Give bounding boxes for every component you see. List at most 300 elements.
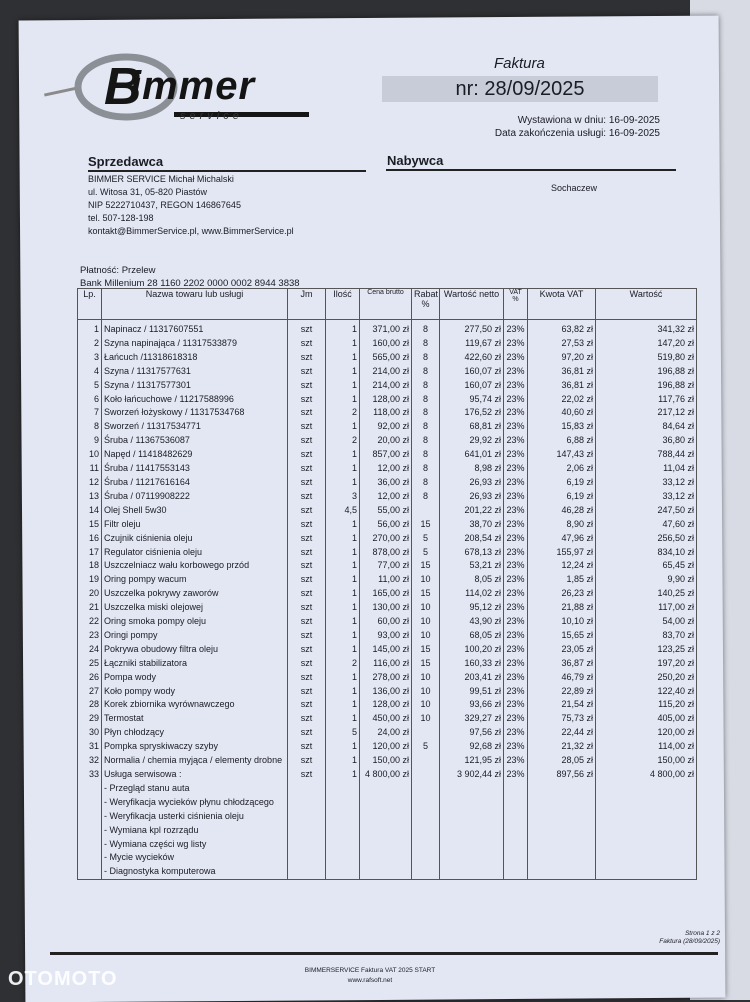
cell-vat-rate: 23% xyxy=(504,504,528,518)
cell-vat: 155,97 zł xyxy=(528,546,596,560)
cell-vat: 6,19 zł xyxy=(528,490,596,504)
cell-price: 165,00 zł xyxy=(360,587,412,601)
cell-unit: szt xyxy=(288,671,326,685)
cell-price xyxy=(360,810,412,824)
cell-name: Usługa serwisowa : xyxy=(102,768,288,782)
table-row xyxy=(78,559,697,573)
cell-unit: szt xyxy=(288,643,326,657)
cell-vat-rate: 23% xyxy=(504,726,528,740)
cell-qty: 1 xyxy=(326,601,360,615)
cell-lp: 10 xyxy=(78,448,102,462)
table-row xyxy=(78,782,697,796)
cell-discount: 15 xyxy=(412,643,440,657)
cell-price: 565,00 zł xyxy=(360,351,412,365)
cell-vat: 21,54 zł xyxy=(528,698,596,712)
cell-name: Łączniki stabilizatora xyxy=(102,657,288,671)
cell-lp: 26 xyxy=(78,671,102,685)
cell-discount xyxy=(412,726,440,740)
cell-unit: szt xyxy=(288,587,326,601)
cell-gross xyxy=(596,796,697,810)
cell-gross: 247,50 zł xyxy=(596,504,697,518)
document-type: Faktura xyxy=(494,55,545,72)
cell-price: 120,00 zł xyxy=(360,740,412,754)
cell-qty: 1 xyxy=(326,546,360,560)
cell-gross xyxy=(596,865,697,879)
cell-qty: 1 xyxy=(326,629,360,643)
cell-gross: 117,00 zł xyxy=(596,601,697,615)
cell-lp: 11 xyxy=(78,462,102,476)
cell-qty xyxy=(326,824,360,838)
cell-vat: 147,43 zł xyxy=(528,448,596,462)
cell-qty: 1 xyxy=(326,615,360,629)
cell-unit: szt xyxy=(288,462,326,476)
cell-gross: 65,45 zł xyxy=(596,559,697,573)
table-row xyxy=(78,643,697,657)
cell-vat: 8,90 zł xyxy=(528,518,596,532)
cell-net xyxy=(440,865,504,879)
cell-price xyxy=(360,851,412,865)
cell-gross: 114,00 zł xyxy=(596,740,697,754)
cell-net: 641,01 zł xyxy=(440,448,504,462)
cell-vat-rate: 23% xyxy=(504,351,528,365)
cell-unit: szt xyxy=(288,406,326,420)
cell-unit xyxy=(288,824,326,838)
cell-qty: 1 xyxy=(326,573,360,587)
cell-price: 24,00 zł xyxy=(360,726,412,740)
cell-discount: 10 xyxy=(412,685,440,699)
cell-price: 450,00 zł xyxy=(360,712,412,726)
cell-discount: 10 xyxy=(412,601,440,615)
table-row xyxy=(78,824,697,838)
cell-net: 201,22 zł xyxy=(440,504,504,518)
cell-name: Oring pompy wacum xyxy=(102,573,288,587)
cell-gross: 120,00 zł xyxy=(596,726,697,740)
logo-wordmark: immer xyxy=(130,64,256,108)
cell-price: 150,00 zł xyxy=(360,754,412,768)
cell-gross: 9,90 zł xyxy=(596,573,697,587)
cell-discount: 8 xyxy=(412,337,440,351)
cell-vat: 6,88 zł xyxy=(528,434,596,448)
cell-net: 678,13 zł xyxy=(440,546,504,560)
table-row xyxy=(78,320,697,337)
cell-discount: 5 xyxy=(412,740,440,754)
cell-name: Termostat xyxy=(102,712,288,726)
table-row xyxy=(78,406,697,420)
cell-vat xyxy=(528,838,596,852)
cell-vat xyxy=(528,824,596,838)
cell-net: 99,51 zł xyxy=(440,685,504,699)
cell-vat: 1,85 zł xyxy=(528,573,596,587)
table-row xyxy=(78,448,697,462)
cell-name: Szyna napinająca / 11317533879 xyxy=(102,337,288,351)
cell-vat: 6,19 zł xyxy=(528,476,596,490)
cell-unit: szt xyxy=(288,448,326,462)
cell-vat-rate xyxy=(504,865,528,879)
cell-net: 176,52 zł xyxy=(440,406,504,420)
cell-qty: 1 xyxy=(326,448,360,462)
cell-name: Normalia / chemia myjąca / elementy drobne xyxy=(102,754,288,768)
cell-net: 93,66 zł xyxy=(440,698,504,712)
cell-vat: 21,88 zł xyxy=(528,601,596,615)
cell-discount xyxy=(412,865,440,879)
cell-qty: 1 xyxy=(326,337,360,351)
cell-gross: 36,80 zł xyxy=(596,434,697,448)
cell-price: 116,00 zł xyxy=(360,657,412,671)
cell-gross: 197,20 zł xyxy=(596,657,697,671)
cell-net: 329,27 zł xyxy=(440,712,504,726)
cell-unit: szt xyxy=(288,685,326,699)
cell-qty xyxy=(326,796,360,810)
cell-name: Uszczelniacz wału korbowego przód xyxy=(102,559,288,573)
cell-net xyxy=(440,851,504,865)
cell-unit: szt xyxy=(288,712,326,726)
cell-gross: 519,80 zł xyxy=(596,351,697,365)
cell-name: - Wymiana części wg listy xyxy=(102,838,288,852)
cell-unit: szt xyxy=(288,393,326,407)
cell-name: Pokrywa obudowy filtra oleju xyxy=(102,643,288,657)
cell-vat-rate xyxy=(504,838,528,852)
cell-unit: szt xyxy=(288,420,326,434)
table-row xyxy=(78,698,697,712)
cell-vat: 12,24 zł xyxy=(528,559,596,573)
cell-discount: 8 xyxy=(412,420,440,434)
cell-qty: 5 xyxy=(326,726,360,740)
seller-heading: Sprzedawca xyxy=(88,154,164,169)
cell-vat: 2,06 zł xyxy=(528,462,596,476)
cell-discount xyxy=(412,754,440,768)
cell-vat-rate: 23% xyxy=(504,379,528,393)
cell-vat: 46,79 zł xyxy=(528,671,596,685)
cell-lp xyxy=(78,838,102,852)
cell-gross xyxy=(596,824,697,838)
cell-lp: 6 xyxy=(78,393,102,407)
invoice-number: nr: 28/09/2025 xyxy=(382,76,658,102)
cell-name: Olej Shell 5w30 xyxy=(102,504,288,518)
cell-name: Koło pompy wody xyxy=(102,685,288,699)
cell-discount: 10 xyxy=(412,615,440,629)
logo-subtitle: service xyxy=(180,110,243,122)
items-header-row xyxy=(78,289,697,320)
items-table xyxy=(77,288,697,880)
col-gross-price: Cena brutto xyxy=(360,289,412,320)
cell-net: 8,98 zł xyxy=(440,462,504,476)
cell-discount xyxy=(412,504,440,518)
cell-vat-rate xyxy=(504,782,528,796)
cell-lp: 25 xyxy=(78,657,102,671)
cell-discount xyxy=(412,768,440,782)
table-row xyxy=(78,504,697,518)
cell-name: Śruba / 11417553143 xyxy=(102,462,288,476)
cell-lp xyxy=(78,865,102,879)
cell-discount: 8 xyxy=(412,462,440,476)
cell-unit: szt xyxy=(288,754,326,768)
cell-gross: 196,88 zł xyxy=(596,379,697,393)
cell-net xyxy=(440,824,504,838)
cell-qty: 2 xyxy=(326,657,360,671)
doc-reference: Faktura (28/09/2025) xyxy=(659,938,720,945)
cell-vat: 36,87 zł xyxy=(528,657,596,671)
cell-name: Uszczelka pokrywy zaworów xyxy=(102,587,288,601)
cell-net: 95,74 zł xyxy=(440,393,504,407)
cell-vat-rate: 23% xyxy=(504,657,528,671)
cell-vat-rate: 23% xyxy=(504,601,528,615)
cell-gross: 341,32 zł xyxy=(596,320,697,337)
table-row xyxy=(78,476,697,490)
table-row xyxy=(78,351,697,365)
col-name: Nazwa towaru lub usługi xyxy=(102,289,288,320)
cell-price: 878,00 zł xyxy=(360,546,412,560)
cell-discount: 10 xyxy=(412,671,440,685)
table-row xyxy=(78,754,697,768)
cell-net: 68,05 zł xyxy=(440,629,504,643)
table-row xyxy=(78,657,697,671)
cell-gross: 196,88 zł xyxy=(596,365,697,379)
cell-lp: 31 xyxy=(78,740,102,754)
cell-lp: 24 xyxy=(78,643,102,657)
cell-vat-rate: 23% xyxy=(504,320,528,337)
cell-net: 422,60 zł xyxy=(440,351,504,365)
table-row xyxy=(78,601,697,615)
cell-qty: 1 xyxy=(326,559,360,573)
cell-unit: szt xyxy=(288,337,326,351)
cell-unit: szt xyxy=(288,379,326,393)
cell-gross: 84,64 zł xyxy=(596,420,697,434)
cell-qty: 1 xyxy=(326,698,360,712)
cell-gross: 33,12 zł xyxy=(596,490,697,504)
cell-discount: 8 xyxy=(412,406,440,420)
cell-discount xyxy=(412,782,440,796)
cell-discount xyxy=(412,796,440,810)
cell-gross xyxy=(596,782,697,796)
cell-gross: 834,10 zł xyxy=(596,546,697,560)
issue-dates xyxy=(440,114,660,140)
cell-vat-rate: 23% xyxy=(504,685,528,699)
cell-price: 4 800,00 zł xyxy=(360,768,412,782)
cell-vat: 10,10 zł xyxy=(528,615,596,629)
cell-name: Śruba / 11367536087 xyxy=(102,434,288,448)
cell-vat: 46,28 zł xyxy=(528,504,596,518)
col-gross-value: Wartość xyxy=(596,289,697,320)
generator-text: BIMMERSERVICE Faktura VAT 2025 START xyxy=(304,967,436,974)
cell-price: 92,00 zł xyxy=(360,420,412,434)
seller-contact: kontakt@BimmerService.pl, www.BimmerService.pl xyxy=(88,226,294,236)
table-row xyxy=(78,587,697,601)
cell-qty xyxy=(326,810,360,824)
cell-name: Pompka spryskiwaczy szyby xyxy=(102,740,288,754)
cell-lp: 13 xyxy=(78,490,102,504)
cell-name: Sworzeń łożyskowy / 11317534768 xyxy=(102,406,288,420)
cell-price: 118,00 zł xyxy=(360,406,412,420)
cell-lp: 15 xyxy=(78,518,102,532)
table-row xyxy=(78,685,697,699)
cell-vat-rate: 23% xyxy=(504,740,528,754)
table-row xyxy=(78,532,697,546)
cell-unit: szt xyxy=(288,490,326,504)
page-info xyxy=(580,930,720,946)
table-row xyxy=(78,768,697,782)
col-net-value: Wartość netto xyxy=(440,289,504,320)
cell-lp: 16 xyxy=(78,532,102,546)
cell-vat: 897,56 zł xyxy=(528,768,596,782)
cell-unit: szt xyxy=(288,434,326,448)
cell-vat-rate xyxy=(504,810,528,824)
buyer-heading: Nabywca xyxy=(387,153,444,168)
cell-unit: szt xyxy=(288,351,326,365)
cell-qty: 1 xyxy=(326,351,360,365)
cell-net: 8,05 zł xyxy=(440,573,504,587)
cell-name: Szyna / 11317577301 xyxy=(102,379,288,393)
cell-vat: 28,05 zł xyxy=(528,754,596,768)
cell-qty: 1 xyxy=(326,587,360,601)
cell-name: Oring smoka pompy oleju xyxy=(102,615,288,629)
cell-vat-rate: 23% xyxy=(504,476,528,490)
table-row xyxy=(78,838,697,852)
cell-name: Płyn chłodzący xyxy=(102,726,288,740)
cell-discount: 15 xyxy=(412,587,440,601)
cell-name: Regulator ciśnienia oleju xyxy=(102,546,288,560)
cell-gross: 147,20 zł xyxy=(596,337,697,351)
cell-unit: szt xyxy=(288,698,326,712)
cell-price: 12,00 zł xyxy=(360,462,412,476)
cell-gross: 150,00 zł xyxy=(596,754,697,768)
seller-phone: tel. 507-128-198 xyxy=(88,213,154,223)
cell-vat-rate xyxy=(504,851,528,865)
cell-net: 160,33 zł xyxy=(440,657,504,671)
cell-vat: 63,82 zł xyxy=(528,320,596,337)
cell-discount xyxy=(412,824,440,838)
cell-vat-rate: 23% xyxy=(504,337,528,351)
cell-name: Łańcuch /11318618318 xyxy=(102,351,288,365)
table-row xyxy=(78,740,697,754)
cell-qty: 1 xyxy=(326,365,360,379)
cell-discount: 8 xyxy=(412,448,440,462)
cell-unit: szt xyxy=(288,320,326,337)
footer xyxy=(250,966,490,986)
cell-lp: 19 xyxy=(78,573,102,587)
cell-unit: szt xyxy=(288,601,326,615)
cell-vat-rate: 23% xyxy=(504,615,528,629)
cell-discount: 8 xyxy=(412,393,440,407)
seller-rule xyxy=(88,170,366,172)
table-row xyxy=(78,796,697,810)
cell-name: Uszczelka miski olejowej xyxy=(102,601,288,615)
payment-info xyxy=(80,264,300,290)
cell-discount: 15 xyxy=(412,657,440,671)
cell-vat-rate: 23% xyxy=(504,698,528,712)
cell-lp: 22 xyxy=(78,615,102,629)
cell-qty: 1 xyxy=(326,379,360,393)
cell-unit: szt xyxy=(288,726,326,740)
cell-price: 160,00 zł xyxy=(360,337,412,351)
cell-gross: 123,25 zł xyxy=(596,643,697,657)
cell-net: 121,95 zł xyxy=(440,754,504,768)
cell-lp xyxy=(78,810,102,824)
cell-name: - Diagnostyka komputerowa xyxy=(102,865,288,879)
cell-net: 114,02 zł xyxy=(440,587,504,601)
cell-price: 371,00 zł xyxy=(360,320,412,337)
cell-gross: 11,04 zł xyxy=(596,462,697,476)
cell-net: 203,41 zł xyxy=(440,671,504,685)
cell-name: - Mycie wycieków xyxy=(102,851,288,865)
cell-net: 26,93 zł xyxy=(440,476,504,490)
cell-vat xyxy=(528,796,596,810)
cell-discount: 15 xyxy=(412,518,440,532)
cell-gross: 54,00 zł xyxy=(596,615,697,629)
cell-unit xyxy=(288,851,326,865)
cell-vat: 15,83 zł xyxy=(528,420,596,434)
cell-price xyxy=(360,824,412,838)
seller-name: BIMMER SERVICE Michał Michalski xyxy=(88,174,234,184)
cell-gross: 250,20 zł xyxy=(596,671,697,685)
table-row xyxy=(78,810,697,824)
cell-qty xyxy=(326,782,360,796)
cell-lp: 30 xyxy=(78,726,102,740)
cell-discount: 8 xyxy=(412,351,440,365)
cell-discount: 8 xyxy=(412,476,440,490)
cell-lp: 17 xyxy=(78,546,102,560)
cell-lp: 8 xyxy=(78,420,102,434)
cell-vat: 15,65 zł xyxy=(528,629,596,643)
cell-vat-rate: 23% xyxy=(504,643,528,657)
cell-gross: 115,20 zł xyxy=(596,698,697,712)
cell-name: Koło łańcuchowe / 11217588996 xyxy=(102,393,288,407)
cell-net: 160,07 zł xyxy=(440,379,504,393)
cell-gross: 122,40 zł xyxy=(596,685,697,699)
cell-lp: 33 xyxy=(78,768,102,782)
table-row xyxy=(78,865,697,879)
cell-net: 119,67 zł xyxy=(440,337,504,351)
cell-vat-rate: 23% xyxy=(504,420,528,434)
cell-discount: 8 xyxy=(412,434,440,448)
cell-net xyxy=(440,838,504,852)
cell-name: - Przegląd stanu auta xyxy=(102,782,288,796)
table-row xyxy=(78,629,697,643)
cell-price: 270,00 zł xyxy=(360,532,412,546)
cell-vat: 27,53 zł xyxy=(528,337,596,351)
issue-date: Wystawiona w dniu: 16-09-2025 xyxy=(517,115,660,126)
cell-vat-rate: 23% xyxy=(504,462,528,476)
cell-vat: 22,02 zł xyxy=(528,393,596,407)
cell-qty xyxy=(326,851,360,865)
cell-lp: 29 xyxy=(78,712,102,726)
cell-net: 277,50 zł xyxy=(440,320,504,337)
cell-discount: 15 xyxy=(412,559,440,573)
cell-lp: 3 xyxy=(78,351,102,365)
cell-vat xyxy=(528,810,596,824)
cell-gross: 47,60 zł xyxy=(596,518,697,532)
cell-gross xyxy=(596,838,697,852)
cell-price: 12,00 zł xyxy=(360,490,412,504)
svg-text:B: B xyxy=(104,58,142,116)
cell-price: 11,00 zł xyxy=(360,573,412,587)
cell-discount: 5 xyxy=(412,546,440,560)
footer-rule xyxy=(50,952,718,955)
cell-vat xyxy=(528,782,596,796)
cell-qty: 1 xyxy=(326,462,360,476)
cell-vat-rate xyxy=(504,824,528,838)
cell-lp: 1 xyxy=(78,320,102,337)
cell-vat: 23,05 zł xyxy=(528,643,596,657)
cell-qty: 4,5 xyxy=(326,504,360,518)
cell-unit: szt xyxy=(288,532,326,546)
cell-lp: 32 xyxy=(78,754,102,768)
cell-name: - Weryfikacja wycieków płynu chłodzącego xyxy=(102,796,288,810)
cell-vat xyxy=(528,865,596,879)
cell-discount: 10 xyxy=(412,712,440,726)
cell-price: 136,00 zł xyxy=(360,685,412,699)
cell-qty: 1 xyxy=(326,685,360,699)
cell-net xyxy=(440,796,504,810)
